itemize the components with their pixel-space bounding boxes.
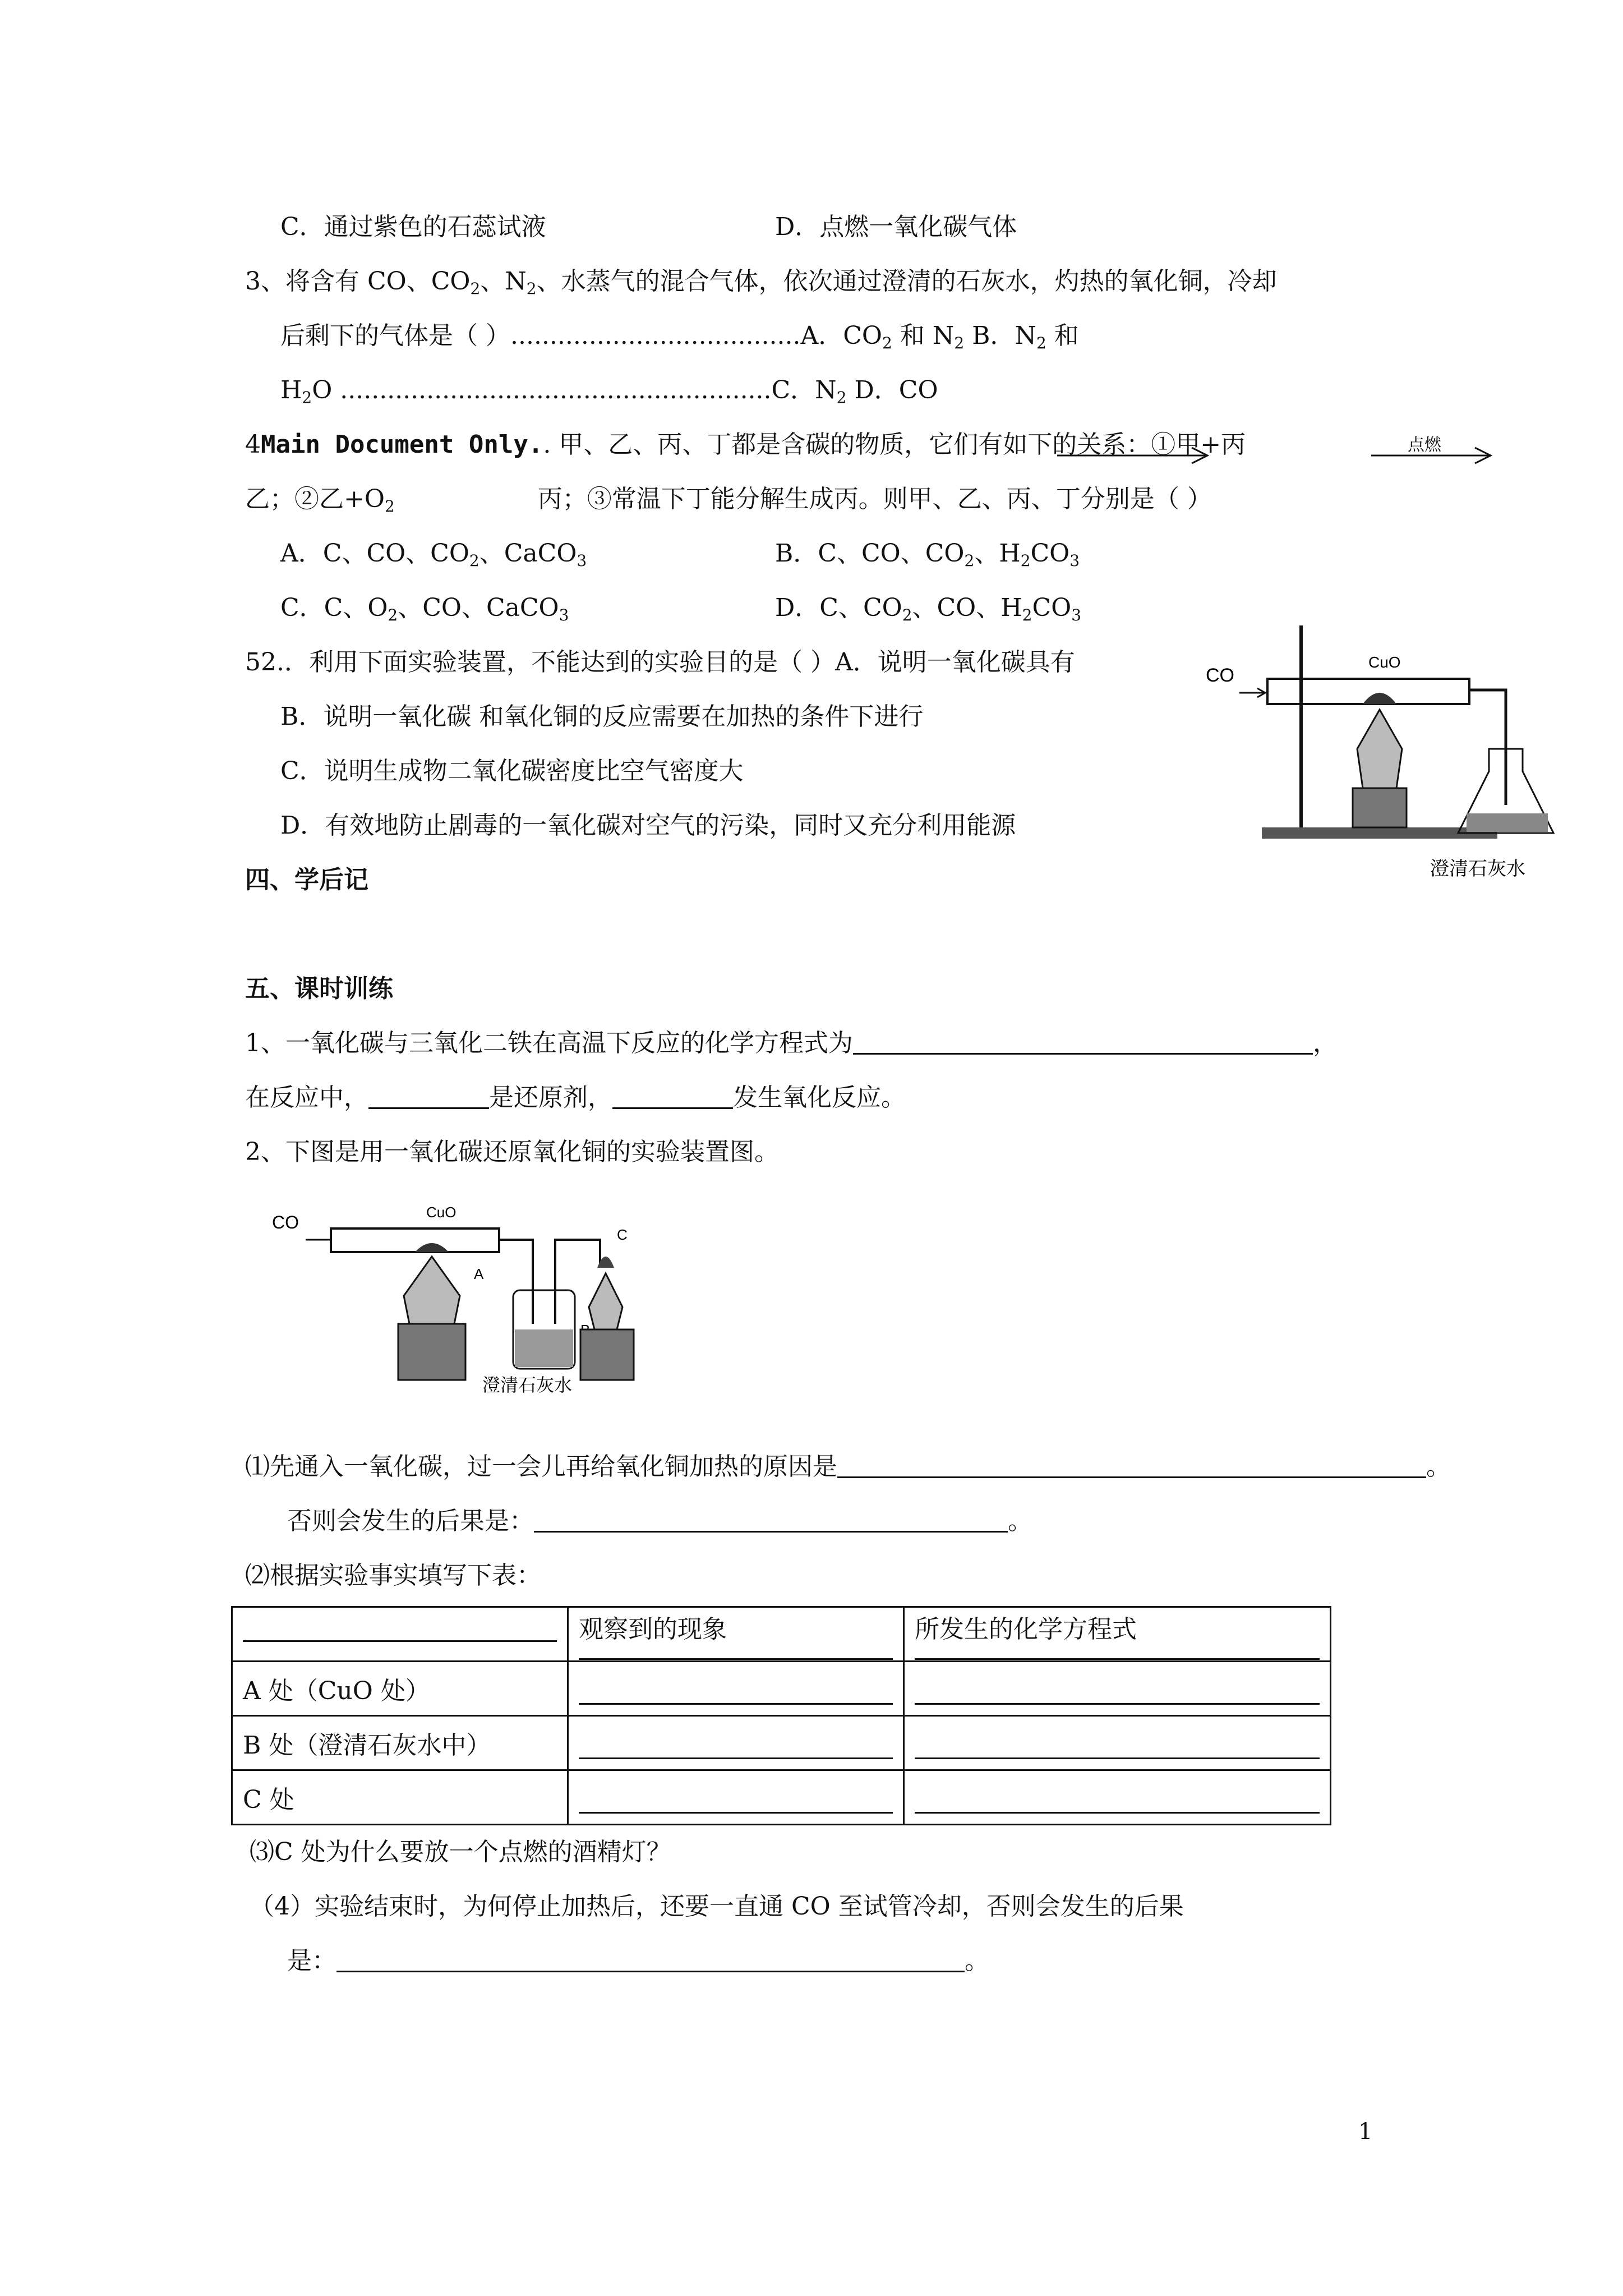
s5-sub4: （4）实验结束时，为何停止加热后，还要一直通 CO 至试管冷却，否则会发生的后果 — [250, 1892, 1184, 1921]
q4-reaction-arrow: 点燃 — [1368, 431, 1497, 470]
table-cell[interactable] — [568, 1716, 904, 1770]
table-row-label: B 处（澄清石灰水中） — [232, 1716, 568, 1770]
section5-title: 五、课时训练 — [245, 974, 393, 1003]
q4-arrow-2 — [1054, 438, 1211, 471]
q2-option-c: C．通过紫色的石蕊试液 — [280, 213, 546, 241]
q5-co-label: CO — [1206, 665, 1234, 686]
q5-stem: 52.．利用下面实验装置，不能达到的实验目的是（ ）A．说明一氧化碳具有 — [245, 648, 1075, 677]
table-cell[interactable] — [568, 1770, 904, 1825]
q4-option-a: A．C、CO、$CO_2$、CaCO$_3$ — [280, 539, 587, 570]
s5-q2-stem: 2、下图是用一氧化碳还原氧化铜的实验装置图。 — [245, 1138, 779, 1166]
q4-stem-line2: 乙；②乙$+O_2$ 丙；③常温下丁能分解生成丙。则甲、乙、丙、丁分别是（ ） — [245, 485, 1212, 516]
answer-blank[interactable] — [612, 1107, 733, 1109]
q4-option-c: C．C、$O_2$、CO、CaCO$_3$ — [280, 593, 569, 624]
svg-text:C: C — [617, 1226, 628, 1243]
observation-table — [231, 1606, 1331, 1825]
s5-sub2: ⑵根据实验事实填写下表： — [245, 1561, 541, 1590]
table-header-row — [232, 1607, 1331, 1662]
s5-sub4b: 是： 。 — [287, 1947, 989, 1975]
q4-stem-line1: 4Main Document Only.. 甲、乙、丙、丁都是含碳的物质，它们有如下的关系：①甲+丙 — [245, 430, 1246, 459]
table-header-cell: 所发生的化学方程式 — [904, 1607, 1331, 1662]
q2-option-d: D．点燃一氧化碳气体 — [775, 213, 1017, 241]
q5-option-b: B．说明一氧化碳 和氧化铜的反应需要在加热的条件下进行 — [280, 702, 924, 731]
answer-blank[interactable] — [534, 1531, 1008, 1533]
answer-blank[interactable] — [853, 1053, 1313, 1055]
table-cell[interactable] — [904, 1716, 1331, 1770]
s5-q1-line1: 1、一氧化碳与三氧化二铁在高温下反应的化学方程式为 ， — [245, 1029, 1338, 1057]
table-cell[interactable] — [568, 1662, 904, 1716]
answer-blank[interactable] — [368, 1107, 489, 1109]
q4-option-d: D．C、$CO_2$、CO、$H_2CO_3$ — [775, 593, 1082, 624]
table-row-label: C 处 — [232, 1770, 568, 1825]
q3-stem-line1: 3、将含有 CO、$CO_2$、$N_2$、水蒸气的混合气体，依次通过澄清的石灰水，灼热的氧化铜，冷却 — [245, 267, 1277, 298]
answer-blank[interactable] — [336, 1971, 965, 1972]
q4-overlay-text: Main Document Only. — [261, 430, 543, 459]
table-cell[interactable] — [904, 1662, 1331, 1716]
s5-sub1: ⑴先通入一氧化碳，过一会儿再给氧化铜加热的原因是 。 — [245, 1452, 1451, 1481]
s5-q1-line2: 在反应中， 是还原剂， 发生氧化反应。 — [245, 1083, 906, 1112]
table-row — [232, 1716, 1331, 1770]
svg-text:A: A — [474, 1266, 484, 1282]
q5-cuo-label: CuO — [1368, 654, 1401, 671]
table-header-cell — [232, 1607, 568, 1662]
q4-option-b: B．C、CO、$CO_2$、$H_2CO_3$ — [775, 539, 1080, 570]
q5-figure-caption: 澄清石灰水 — [1430, 859, 1525, 880]
section4-title: 四、学后记 — [245, 866, 368, 894]
answer-blank[interactable] — [837, 1476, 1426, 1478]
table-row-label: A 处（CuO 处） — [232, 1662, 568, 1716]
q5-option-c: C．说明生成物二氧化碳密度比空气密度大 — [280, 757, 744, 785]
svg-text:澄清石灰水: 澄清石灰水 — [482, 1375, 573, 1395]
table-row — [232, 1770, 1331, 1825]
q3-stem-line2: 后剩下的气体是（ ）.....................................A．$CO_2$ 和 $N_2$ B．$N_2$ 和 — [280, 321, 1079, 352]
s5-sub1b: 否则会发生的后果是： 。 — [287, 1507, 1032, 1535]
table-header-cell: 观察到的现象 — [568, 1607, 904, 1662]
q5-option-d: D．有效地防止剧毒的一氧化碳对空气的污染，同时又充分利用能源 — [280, 811, 1016, 840]
q3-stem-line3: $H_2O$ .......................................................C．$N_2$ D．CO — [280, 376, 938, 407]
s5-apparatus-figure — [264, 1195, 690, 1397]
svg-text:CuO: CuO — [426, 1204, 457, 1221]
table-row — [232, 1662, 1331, 1716]
q5-apparatus-figure — [1195, 620, 1576, 900]
page-number: 1 — [1358, 2119, 1373, 2145]
s5-sub3: ⑶C 处为什么要放一个点燃的酒精灯？ — [250, 1838, 671, 1866]
svg-text:CO: CO — [272, 1212, 299, 1232]
table-cell[interactable] — [904, 1770, 1331, 1825]
